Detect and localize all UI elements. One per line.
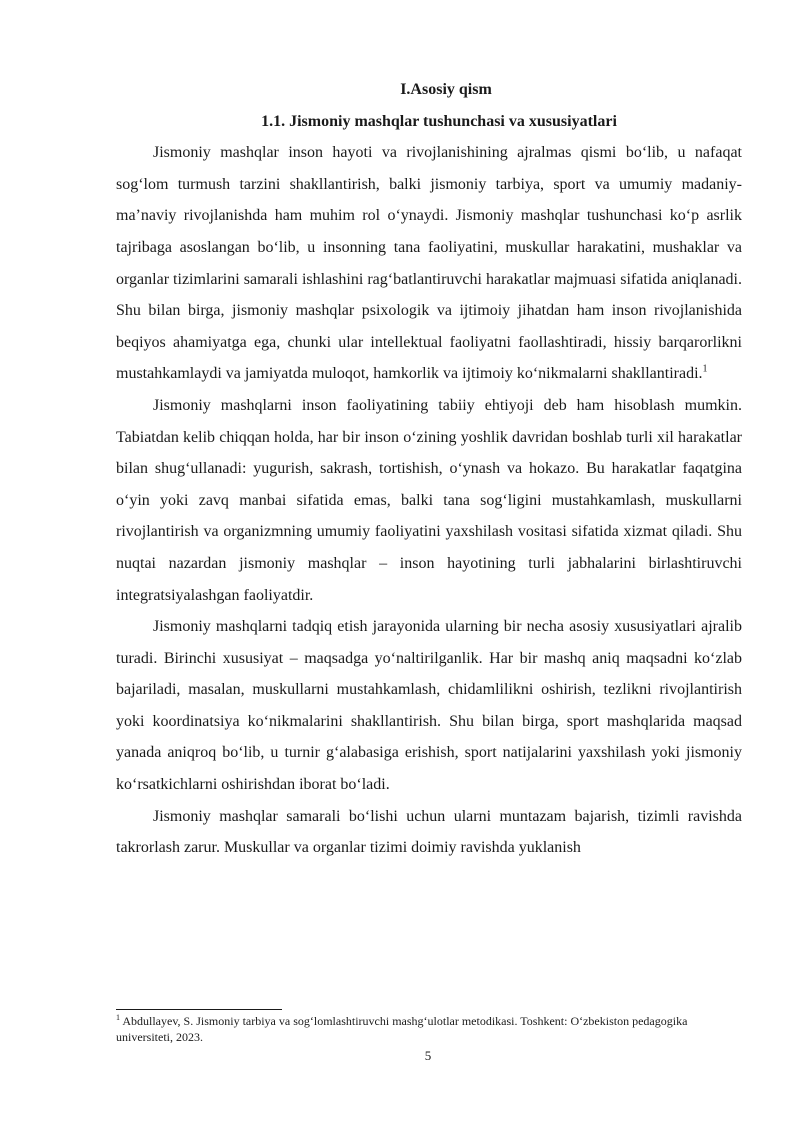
paragraph: Jismoniy mashqlar samarali bo‘lishi uchun ularni muntazam bajarish, tizimli ravishda takrorlash zarur. Muskullar va organlar tizimi doimiy ravishda yuklanish [116, 807, 742, 857]
section-title: I.Asosiy qism [400, 81, 492, 98]
paragraph-text: Jismoniy mashqlar inson hayoti va rivojlanishining ajralmas qismi bo‘lib, u nafaqat sog‘lom turmush tarzini shakllantirish, balki jismoniy tarbiya, sport va umumiy madaniy-ma’naviy rivojlanishda ham muhim rol o‘ynaydi. Jismoniy mashqlar tushunchasi ko‘p asrlik tajribaga asoslangan bo‘lib, u insonning tana faoliyatini, muskullar harakatini, mushaklar va organlar tizimlarini samarali ishlashini rag‘batlantiruvchi harakatlar majmuasi sifatida aniqlanadi. Shu bilan birga, jismoniy mashqlar psixologik va ijtimoiy jihatdan ham inson rivojlanishida beqiyos ahamiyatga ega, chunki ular intellektual faoliyatni faollashtiradi, hissiy barqarorlikni mustahkamlaydi va jamiyatda muloqot, hamkorlik va ijtimoiy ko‘nikmalarni shakllantiradi. [116, 144, 742, 383]
paragraph [116, 137, 742, 390]
footnote [116, 1014, 742, 1045]
subsection-title: 1.1. Jismoniy mashqlar tushunchasi va xususiyatlari [261, 112, 617, 130]
footnote-text: Abdullayev, S. Jismoniy tarbiya va sog‘lomlashtiruvchi mashg‘ulotlar metodikasi. Toshkent: O‘zbekiston pedagogika universiteti, 2023. [116, 1014, 688, 1044]
page-number: 5 [424, 1048, 432, 1063]
paragraph: Jismoniy mashqlarni inson faoliyatining tabiiy ehtiyoji deb ham hisoblash mumkin. Tabiatdan kelib chiqqan holda, har bir inson o‘zining yoshlik davridan boshlab turli xil harakatlar bilan shug‘ullanadi: yugurish, sakrash, tortishish, o‘ynash va hokazo. Bu harakatlar faqatgina o‘yin yoki zavq manbai sifatida emas, balki tana sog‘ligini mustahkamlash, muskullarni rivojlantirish va organizmning umumiy faoliyatini yaxshilash vositasi sifatida xizmat qiladi. Shu nuqtai nazardan jismoniy mashqlar – inson hayotining turli jabhalarini birlashtiruvchi integratsiyalashgan faoliyatdir. [116, 396, 742, 604]
body-text [116, 74, 742, 864]
footnote-separator [116, 1009, 282, 1010]
footnote-number: 1 [116, 1013, 120, 1022]
footnote-reference[interactable]: 1 [702, 364, 708, 376]
paragraph: Jismoniy mashqlarni tadqiq etish jarayonida ularning bir necha asosiy xususiyatlari ajralib turadi. Birinchi xususiyat – maqsadga yo‘naltirilganlik. Har bir mashq aniq maqsadni ko‘zlab bajariladi, masalan, muskullarni mustahkamlash, chidamlilikni oshirish, tezlikni rivojlantirish yoki koordinatsiya ko‘nikmalarini shakllantirish. Shu bilan birga, sport mashqlarida maqsad yanada aniqroq bo‘lib, u turnir g‘alabasiga erishish, sport natijalarini yaxshilash yoki jismoniy ko‘rsatkichlarni oshirishdan iborat bo‘ladi. [116, 618, 742, 794]
